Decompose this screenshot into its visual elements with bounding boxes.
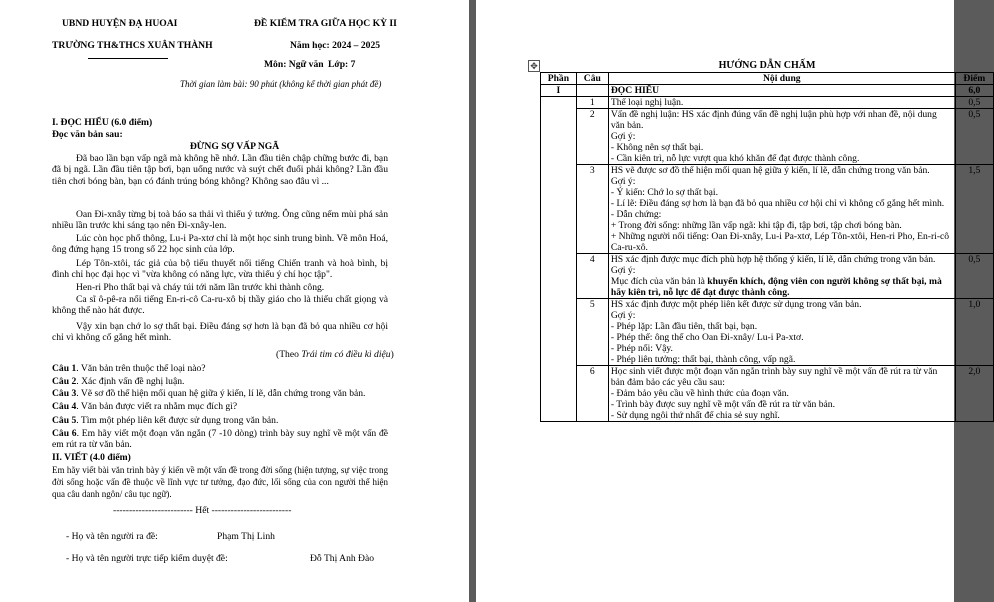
section-name: ĐỌC HIỂU (608, 85, 955, 97)
story-paragraph: Hen-ri Pho thất bại và cháy túi tới năm lần trước khi thành công. (76, 282, 325, 293)
author-name: Phạm Thị Linh (217, 531, 275, 542)
section-num: I (541, 85, 577, 97)
time-note: Thời gian làm bài: 90 phút (không kể thời gian phát đề) (180, 79, 382, 89)
score: 2,0 (955, 366, 993, 422)
school-name: TRƯỜNG TH&THCS XUÂN THÀNH (52, 40, 213, 51)
question-number: 1 (576, 97, 608, 109)
section1-title: I. ĐỌC HIỂU (6.0 điểm) (52, 117, 153, 128)
answer-content: HS vẽ được sơ đồ thể hiện mối quan hệ giữa ý kiến, lí lẽ, dẫn chứng trong văn bản. Gợi ý: - Ý kiến: Chớ lo sợ thất bại. - Lí lẽ: Điều đáng sợ hơn là bạn đã bỏ qua nhiều cơ hội chỉ vì không cố gắng hết mình. - Dẫn chứng: + Trong đời sống: những lần vấp ngã: khi tập đi, tập bơi, tập chơi bóng bàn. + Những người nổi tiếng: Oan Đi-xnây, Lu-i Pa-xtơ, Lép Tôn-xtôi, Hen-ri Pho, En-ri-cô Ca-ru-xô. (608, 165, 955, 254)
score: 0,5 (955, 254, 993, 299)
question-1: Câu 1. Văn bản trên thuộc thể loại nào? (52, 363, 206, 374)
section-score: 6,0 (955, 85, 993, 97)
col-question: Câu (576, 73, 608, 85)
grade: Lớp: 7 (328, 59, 356, 70)
table-row (541, 109, 994, 165)
question-number: 3 (576, 165, 608, 254)
score: 1,0 (955, 299, 993, 366)
table-row (541, 165, 994, 254)
read-intro: Đọc văn bản sau: (52, 129, 123, 140)
answer-content: Vấn đề nghị luận: HS xác định đúng vấn đề nghị luận phù hợp với nhan đề, nội dung văn bản. Gợi ý: - Không nên sợ thất bại. - Cần kiên trì, nỗ lực vượt qua khó khăn để đạt được thành công. (608, 109, 955, 165)
table-row (541, 254, 994, 299)
subject: Môn: Ngữ văn (264, 59, 324, 70)
score: 0,5 (955, 109, 993, 165)
table-row (541, 366, 994, 422)
section2-title: II. VIẾT (4.0 điểm) (52, 452, 131, 463)
story-paragraph: Lúc còn học phổ thông, Lu-i Pa-xtơ chỉ là một học sinh trung bình. Về môn Hoá, ông đứng hạng 15 trong số 22 học sinh của lớp. (52, 233, 388, 256)
section2-prompt: Em hãy viết bài văn trình bày ý kiến về một vấn đề trong đời sống (hiện tượng, sự việc trong đời sống hoặc vấn đề thuộc về lĩnh vực tư tưởng, đạo đức, lối sống của con người thể hiện qua câu danh ngôn/ câu tục ngữ). (52, 465, 388, 499)
author-label: - Họ và tên người ra đề: (66, 531, 158, 542)
table-row (541, 97, 994, 109)
guide-title: HƯỚNG DẪN CHẤM (718, 60, 816, 71)
exam-page (0, 0, 469, 602)
story-paragraph: Ca sĩ ô-pê-ra nổi tiếng En-ri-cô Ca-ru-xô bị thầy giáo cho là thiếu chất giọng và không thể nào hát được. (52, 294, 388, 317)
table-header-row (541, 73, 994, 85)
source-credit: (Theo Trái tim có điều kì diệu) (276, 349, 394, 360)
question-number: 4 (576, 254, 608, 299)
story-paragraph: Oan Đi-xnây từng bị toà báo sa thải vì thiếu ý tưởng. Ông cũng nếm mùi phá sản nhiều lần trước khi sáng tạo nên Đi-xnây-len. (52, 209, 388, 232)
divider (88, 58, 168, 59)
question-3: Câu 3. Vẽ sơ đồ thể hiện mối quan hệ giữa ý kiến, lí lẽ, dẫn chứng trong văn bản. (52, 388, 366, 399)
reviewer-name: Đỗ Thị Anh Đào (310, 553, 375, 564)
story-paragraph: Đã bao lần bạn vấp ngã mà không hề nhớ. Lần đầu tiên chập chững bước đi, bạn đã bị ngã. Lần đầu tiên tập bơi, bạn uống nước và suýt chết đuối phải không? Lần đầu tiên chơi bóng bàn, bạn có đánh trúng bóng không? Không sao đâu vì ... (52, 153, 388, 187)
exam-title: ĐỀ KIỂM TRA GIỮA HỌC KỲ II (254, 18, 397, 29)
col-score: Điểm (955, 73, 993, 85)
question-number: 6 (576, 366, 608, 422)
score: 1,5 (955, 165, 993, 254)
answer-key-table (540, 72, 994, 422)
col-content: Nội dung (608, 73, 955, 85)
end-marker: ------------------------- Hết ------------------------- (113, 505, 292, 516)
table-row (541, 299, 994, 366)
table-move-handle-icon[interactable]: ✥ (528, 60, 540, 72)
school-year: Năm học: 2024 – 2025 (290, 40, 381, 51)
section-row (541, 85, 994, 97)
dept-name: UBND HUYỆN ĐẠ HUOAI (62, 18, 178, 29)
score: 0,5 (955, 97, 993, 109)
answer-key-page (476, 0, 986, 602)
question-2: Câu 2. Xác định vấn đề nghị luận. (52, 376, 185, 387)
question-6: Câu 6. Em hãy viết một đoạn văn ngắn (7 -10 dòng) trình bày suy nghĩ về một vấn đề em rút ra từ văn bản. (52, 428, 389, 451)
question-number: 2 (576, 109, 608, 165)
question-4: Câu 4. Văn bản được viết ra nhằm mục đích gì? (52, 401, 238, 412)
story-paragraph: Lép Tôn-xtôi, tác giả của bộ tiểu thuyết nổi tiếng Chiến tranh và hoà bình, bị đình chỉ học đại học vì "vừa không có năng lực, vừa thiếu ý chí học tập". (52, 258, 388, 281)
question-number: 5 (576, 299, 608, 366)
question-5: Câu 5. Tìm một phép liên kết được sử dụng trong văn bản. (52, 415, 279, 426)
answer-content: HS xác định được một phép liên kết được sử dụng trong văn bản. Gợi ý: - Phép lặp: Lần đầu tiên, thất bại, bạn. - Phép thế: ông thế cho Oan Đi-xnây/ Lu-i Pa-xtơ. - Phép nối: Vậy. - Phép liên tưởng: thất bại, thành công, vấp ngã. (608, 299, 955, 366)
answer-content: HS xác định được mục đích phù hợp hệ thống ý kiến, lí lẽ, dẫn chứng trong văn bản. Gợi ý: Mục đích của văn bản là khuyến khích, động viên con người không sợ thất bại, mà hãy kiên trì, nỗ lực để đạt được thành công. (608, 254, 955, 299)
answer-content: Học sinh viết được một đoạn văn ngắn trình bày suy nghĩ về một vấn đề rút ra từ văn bản đảm bảo các yêu cầu sau: - Đảm bảo yêu cầu về hình thức của đoạn văn. - Trình bày được suy nghĩ về một vấn đề rút ra từ văn bản. - Sử dụng ngôi thứ nhất để chia sẻ suy nghĩ. (608, 366, 955, 422)
story-paragraph: Vậy xin bạn chớ lo sợ thất bại. Điều đáng sợ hơn là bạn đã bỏ qua nhiều cơ hội chỉ vì không cố gắng hết mình. (52, 321, 388, 344)
story-title: ĐỪNG SỢ VẤP NGÃ (189, 141, 280, 152)
answer-content: Thể loại nghị luận. (608, 97, 955, 109)
reviewer-label: - Họ và tên người trực tiếp kiểm duyệt đề: (66, 553, 228, 564)
col-part: Phần (541, 73, 577, 85)
